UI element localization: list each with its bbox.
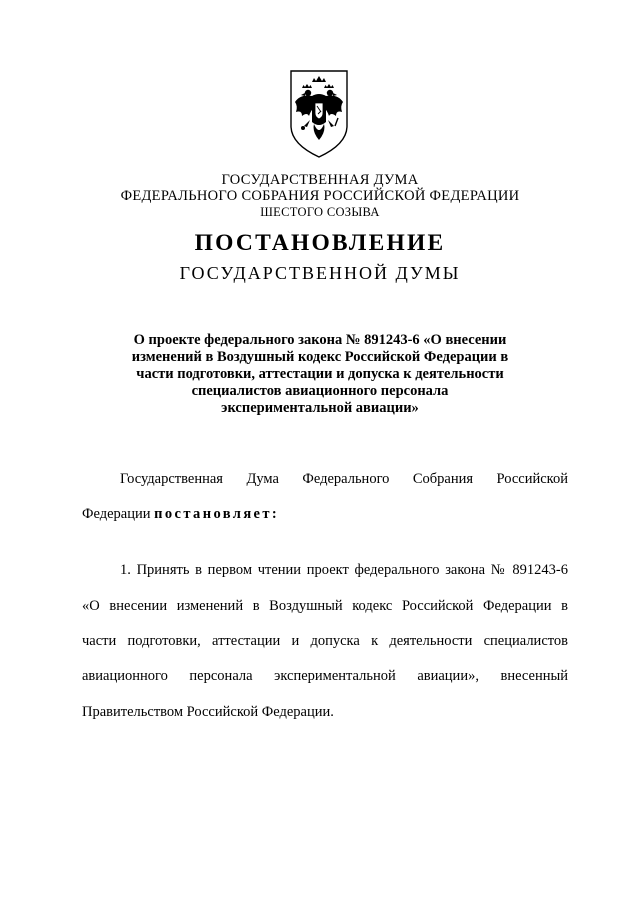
subject-line: изменений в Воздушный кодекс Российской Федерации в bbox=[131, 349, 509, 365]
decision-verb: постановляет: bbox=[154, 506, 280, 522]
item-line: «О внесении изменений в Воздушный кодекс Российской Федерации в bbox=[82, 598, 568, 614]
item-line: 1. Принять в первом чтении проект федерального закона № 891243-6 bbox=[120, 562, 568, 578]
preamble-line bbox=[82, 505, 568, 523]
document-type-subheading: ГОСУДАРСТВЕННОЙ ДУМЫ bbox=[179, 263, 461, 283]
issuer-subtitle: ФЕДЕРАЛЬНОГО СОБРАНИЯ РОССИЙСКОЙ ФЕДЕРАЦИИ bbox=[120, 188, 520, 204]
subject-line: части подготовки, аттестации и допуска к деятельности bbox=[136, 366, 504, 382]
convocation-label: ШЕСТОГО СОЗЫВА bbox=[260, 205, 380, 219]
item-line: авиационного персонала экспериментальной авиации», внесенный bbox=[82, 668, 568, 684]
item-line: Правительством Российской Федерации. bbox=[82, 704, 334, 720]
subject-line: О проекте федерального закона № 891243-6 «О внесении bbox=[133, 332, 507, 348]
issuer-title: ГОСУДАРСТВЕННАЯ ДУМА bbox=[221, 172, 419, 188]
item-line: части подготовки, аттестации и допуска к деятельности специалистов bbox=[82, 633, 568, 649]
subject-line: специалистов авиационного персонала bbox=[191, 383, 449, 399]
preamble-text: Федерации bbox=[82, 506, 155, 522]
coat-of-arms-emblem bbox=[288, 68, 350, 160]
document-type-heading: ПОСТАНОВЛЕНИЕ bbox=[194, 230, 446, 256]
subject-line: экспериментальной авиации» bbox=[221, 400, 419, 416]
preamble-line: Государственная Дума Федерального Собрания Российской bbox=[120, 471, 568, 487]
